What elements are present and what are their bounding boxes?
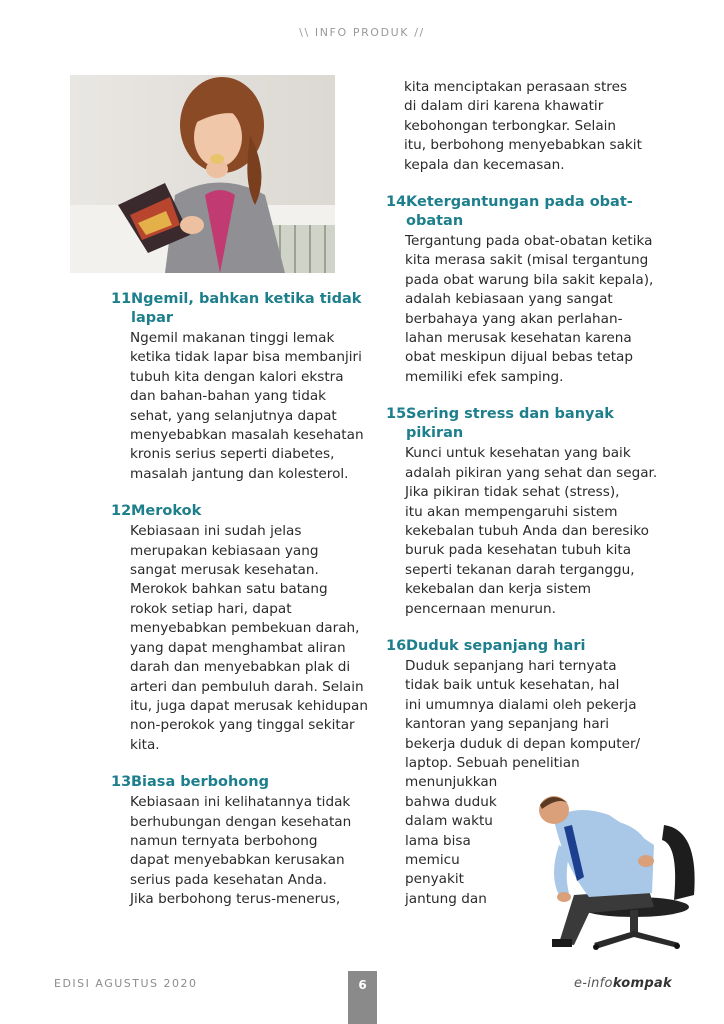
body-line: rokok setiap hari, dapat bbox=[130, 600, 292, 617]
body-line: itu akan mempengaruhi sistem bbox=[405, 503, 618, 520]
woman-snacking-photo bbox=[70, 75, 335, 273]
item-body bbox=[111, 329, 373, 484]
list-item bbox=[111, 502, 373, 755]
body-line: berhubungan dengan kesehatan bbox=[130, 813, 352, 830]
item-heading-line: Merokok bbox=[131, 503, 202, 520]
body-line: kita. bbox=[130, 736, 160, 753]
body-line: Kunci untuk kesehatan yang baik bbox=[405, 445, 631, 462]
body-line: Duduk sepanjang hari ternyata bbox=[405, 657, 617, 674]
body-line: Jika pikiran tidak sehat (stress), bbox=[405, 484, 620, 501]
list-item bbox=[111, 290, 373, 484]
body-line: namun ternyata berbohong bbox=[130, 832, 318, 849]
body-line: lahan merusak kesehatan karena bbox=[405, 330, 632, 347]
body-line: non-perokok yang tinggal sekitar bbox=[130, 717, 355, 734]
body-line: itu, juga dapat merusak kehidupan bbox=[130, 697, 368, 714]
item-heading-line: Biasa berbohong bbox=[131, 774, 269, 791]
body-line: jantung dan bbox=[405, 890, 487, 907]
continued-paragraph bbox=[386, 78, 658, 175]
list-item bbox=[111, 773, 373, 909]
body-line: penyakit bbox=[405, 871, 464, 888]
body-line: pada obat warung bila sakit kepala), bbox=[405, 271, 654, 288]
item-heading bbox=[386, 405, 658, 443]
body-line: serius pada kesehatan Anda. bbox=[130, 871, 328, 888]
body-line: kantoran yang sepanjang hari bbox=[405, 716, 610, 733]
body-line: dapat menyebabkan kerusakan bbox=[130, 852, 345, 869]
body-line: lama bisa bbox=[405, 832, 471, 849]
edition-label: EDISI AGUSTUS 2020 bbox=[54, 977, 198, 990]
body-line: berbahaya yang akan perlahan- bbox=[405, 310, 623, 327]
body-line: adalah pikiran yang sehat dan segar. bbox=[405, 464, 658, 481]
item-heading-line: pikiran bbox=[406, 425, 464, 442]
body-line: Tergantung pada obat-obatan ketika bbox=[405, 233, 653, 250]
body-line: memiliki efek samping. bbox=[405, 368, 564, 385]
section-label: \\ INFO PRODUK // bbox=[299, 26, 425, 39]
body-line: merupakan kebiasaan yang bbox=[130, 542, 319, 559]
item-heading bbox=[111, 290, 373, 328]
man-back-pain-photo bbox=[514, 785, 712, 951]
brand-prefix: e-info bbox=[573, 976, 613, 991]
body-line: Merokok bahkan satu batang bbox=[130, 581, 328, 598]
item-heading-line: obatan bbox=[406, 213, 464, 230]
item-heading-line: Duduk sepanjang hari bbox=[406, 637, 586, 654]
body-line: dalam waktu bbox=[405, 813, 493, 830]
item-heading bbox=[386, 193, 658, 231]
body-line: yang dapat menghambat aliran bbox=[130, 639, 346, 656]
body-line: Ngemil makanan tinggi lemak bbox=[130, 330, 335, 346]
body-line: arteri dan pembuluh darah. Selain bbox=[130, 678, 364, 695]
body-line: itu, berbohong menyebabkan sakit bbox=[404, 137, 642, 154]
body-line: bahwa duduk bbox=[405, 793, 497, 810]
item-body bbox=[386, 232, 658, 387]
body-line: sehat, yang selanjutnya dapat bbox=[130, 407, 337, 424]
body-line: Kebiasaan ini sudah jelas bbox=[130, 523, 302, 540]
body-line: pencernaan menurun. bbox=[405, 600, 556, 617]
item-number: 13. bbox=[111, 774, 137, 791]
body-line: memicu bbox=[405, 852, 460, 868]
item-heading-line: Ngemil, bahkan ketika tidak bbox=[131, 291, 362, 307]
body-line: ini umumnya dialami oleh pekerja bbox=[405, 696, 637, 713]
item-body bbox=[386, 444, 658, 619]
body-line: adalah kebiasaan yang sangat bbox=[405, 291, 613, 308]
body-line: tidak baik untuk kesehatan, hal bbox=[405, 677, 620, 694]
item-body bbox=[111, 793, 373, 909]
body-line: darah dan menyebabkan plak di bbox=[130, 659, 351, 676]
item-number: 15. bbox=[386, 406, 412, 423]
body-line: masalah jantung dan kolesterol. bbox=[130, 465, 349, 482]
item-number: 11. bbox=[111, 291, 137, 307]
body-line: kekebalan tubuh Anda dan beresiko bbox=[405, 522, 649, 539]
body-line: ketika tidak lapar bisa membanjiri bbox=[130, 349, 362, 366]
left-column bbox=[111, 290, 373, 928]
body-line: Kebiasaan ini kelihatannya tidak bbox=[130, 794, 351, 811]
item-heading-line: lapar bbox=[131, 310, 174, 326]
body-line: kekebalan dan kerja sistem bbox=[405, 581, 592, 598]
body-line: sangat merusak kesehatan. bbox=[130, 562, 319, 579]
body-line: obat meskipun dijual bebas tetap bbox=[405, 349, 634, 366]
body-line: kepala dan kecemasan. bbox=[404, 156, 565, 173]
body-line: kronis serius seperti diabetes, bbox=[130, 446, 335, 463]
list-item bbox=[386, 405, 658, 619]
brand-bold: kompak bbox=[612, 976, 672, 991]
body-line: bekerja duduk di depan komputer/ bbox=[405, 735, 641, 752]
item-heading-line: Sering stress dan banyak bbox=[406, 406, 614, 423]
body-line: menyebabkan masalah kesehatan bbox=[130, 427, 364, 444]
body-line: kita merasa sakit (misal tergantung bbox=[405, 252, 649, 269]
body-line: di dalam diri karena khawatir bbox=[404, 98, 604, 115]
item-heading bbox=[111, 773, 373, 792]
body-line: menunjukkan bbox=[405, 774, 498, 791]
body-line: kebohongan terbongkar. Selain bbox=[404, 117, 617, 134]
list-item bbox=[386, 193, 658, 387]
body-line: Jika berbohong terus-menerus, bbox=[130, 891, 341, 908]
item-heading-line: Ketergantungan pada obat- bbox=[406, 194, 633, 211]
brand-logo bbox=[574, 976, 672, 991]
item-heading bbox=[386, 637, 658, 656]
item-body bbox=[111, 522, 373, 755]
body-line: menyebabkan pembekuan darah, bbox=[130, 620, 360, 637]
body-line: dan bahan-bahan yang tidak bbox=[130, 388, 327, 405]
body-line: laptop. Sebuah penelitian bbox=[405, 754, 580, 771]
item-number: 14. bbox=[386, 194, 412, 211]
item-number: 12. bbox=[111, 503, 137, 520]
body-line: tubuh kita dengan kalori ekstra bbox=[130, 368, 344, 385]
body-line: seperti tekanan darah terganggu, bbox=[405, 561, 635, 578]
body-line: kita menciptakan perasaan stres bbox=[404, 79, 628, 95]
page-number: 6 bbox=[348, 971, 377, 1024]
item-number: 16. bbox=[386, 637, 412, 654]
body-line: buruk pada kesehatan tubuh kita bbox=[405, 542, 632, 559]
item-heading bbox=[111, 502, 373, 521]
